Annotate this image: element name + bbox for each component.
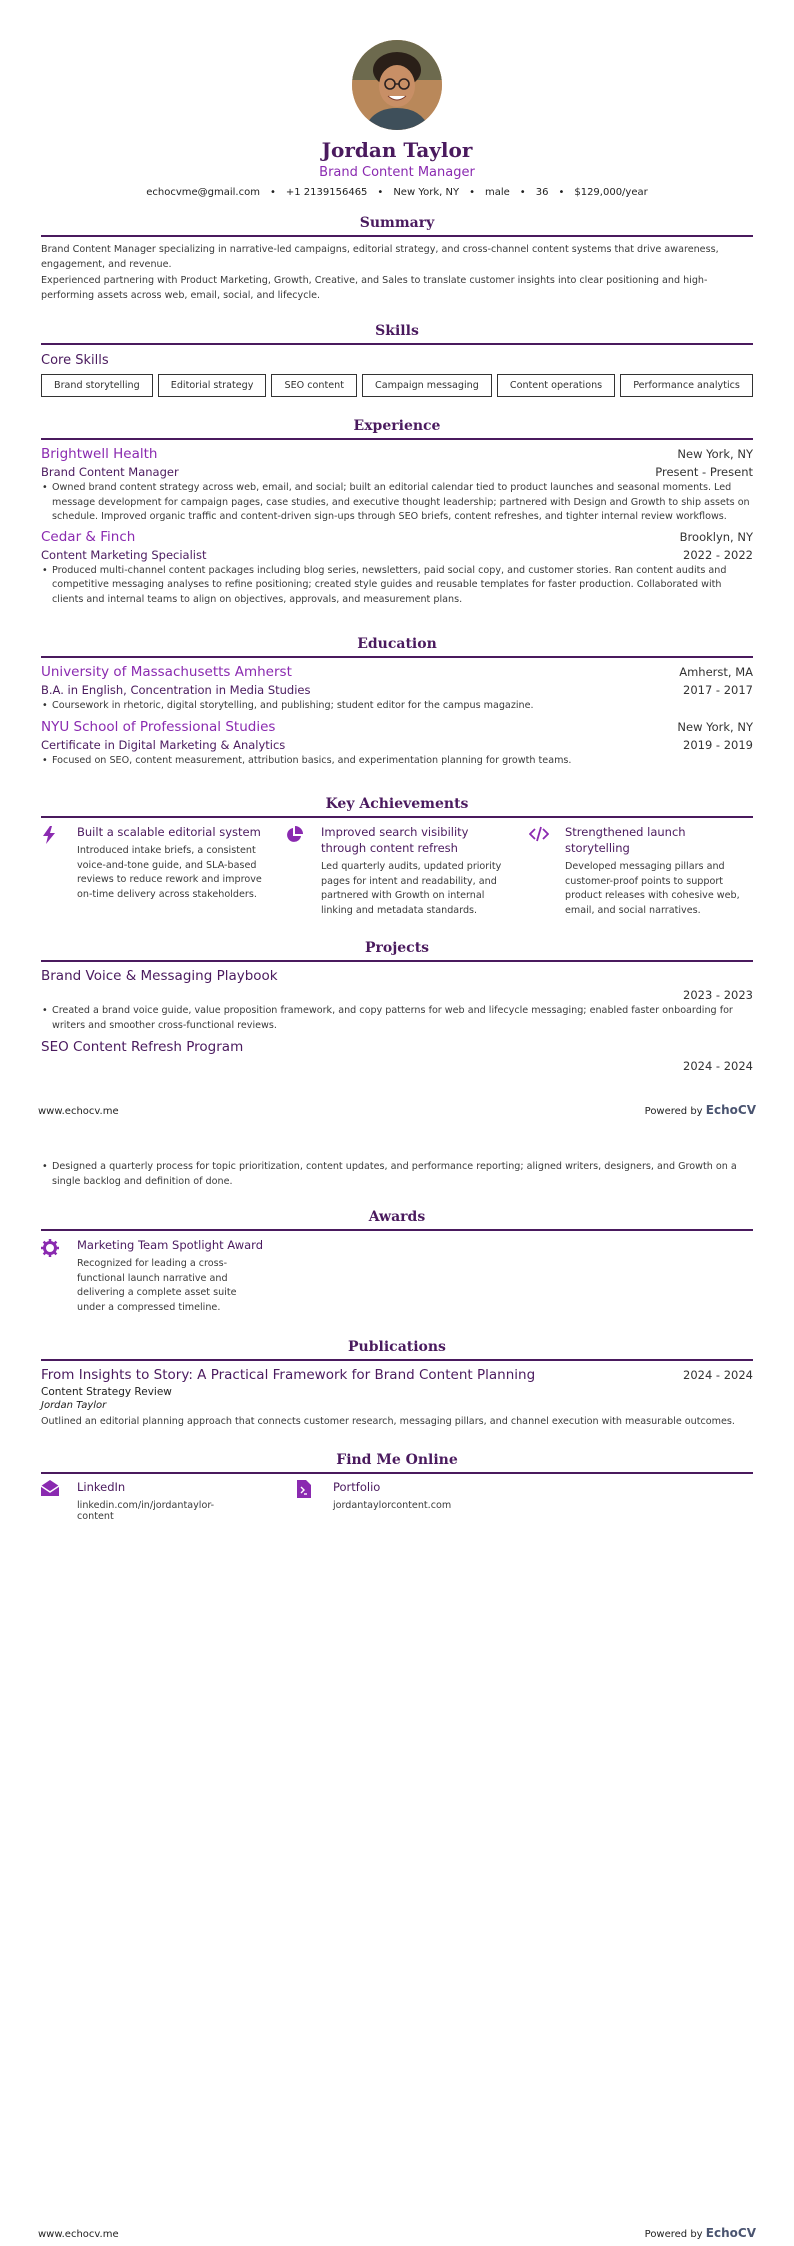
education-bullet: • Focused on SEO, content measurement, attribution basics, and experimentation planning for growth teams. (41, 754, 753, 769)
education-section (41, 636, 753, 768)
publication-publisher: Content Strategy Review (41, 1386, 172, 1398)
publication-entry (41, 1367, 753, 1430)
project-entry (41, 1039, 753, 1073)
achievement-item (41, 824, 265, 918)
skill-chip: Editorial strategy (158, 374, 267, 397)
skill-chip: Campaign messaging (362, 374, 492, 397)
powered-by-label: Powered by (644, 2229, 703, 2240)
job-bullet: • Produced multi-channel content packages including blog series, newsletters, paid social copy, and customer stories. Ran content audits and competitive messaging analyses to refine positioning; created style guides and reusable templates for faster production. Collaborated with clients and internal teams to align on objectives, approvals, and measurement plans. (41, 564, 753, 608)
section-title-awards: Awards (41, 1209, 753, 1231)
job-title: Content Marketing Specialist (41, 547, 207, 562)
candidate-name: Jordan Taylor (321, 138, 473, 162)
bolt-icon (41, 824, 77, 918)
achievement-desc: Developed messaging pillars and customer-proof points to support product releases with cohesive web, email, and social narratives. (565, 861, 740, 916)
project-dates: 2023 - 2023 (683, 988, 753, 1002)
contact-salary: $129,000/year (574, 187, 648, 198)
projects-section (41, 940, 753, 1073)
award-list (41, 1237, 753, 1315)
echocv-logo: EchoCV (705, 1103, 756, 1117)
section-title-online: Find Me Online (41, 1452, 753, 1474)
section-title-projects: Projects (41, 940, 753, 962)
award-title: Marketing Team Spotlight Award (77, 1238, 263, 1252)
section-title-skills: Skills (41, 323, 753, 345)
footer-site-link[interactable]: www.echocv.me (38, 1106, 119, 1117)
school-location: New York, NY (677, 719, 753, 734)
degree: Certificate in Digital Marketing & Analytics (41, 737, 286, 752)
employer-name: Brightwell Health (41, 446, 158, 462)
candidate-role: Brand Content Manager (319, 165, 475, 180)
document-icon (297, 1480, 333, 1522)
experience-entry (41, 529, 753, 608)
contact-line (0, 187, 794, 198)
experience-section (41, 418, 753, 607)
project-bullet: • Created a brand voice guide, value proposition framework, and copy patterns for web and lifecycle messaging; enabled faster onboarding for writers and smoother cross-functional reviews. (41, 1004, 753, 1033)
separator-dot: • (269, 187, 276, 198)
employer-name: Cedar & Finch (41, 528, 136, 545)
online-list (41, 1480, 753, 1522)
school-name: University of Massachusetts Amherst (41, 664, 292, 680)
envelope-icon (41, 1480, 77, 1522)
contact-location: New York, NY (393, 187, 460, 198)
resume-header (0, 0, 794, 198)
section-title-experience: Experience (41, 418, 753, 440)
education-entry (41, 664, 753, 714)
achievement-item (285, 824, 509, 918)
powered-by-label: Powered by (644, 1106, 703, 1117)
publication-title: From Insights to Story: A Practical Framework for Brand Content Planning (41, 1367, 536, 1383)
awards-section (41, 1209, 753, 1315)
employer-location: New York, NY (677, 447, 753, 461)
achievement-item (529, 824, 753, 918)
code-icon (529, 824, 565, 918)
gear-icon (41, 1237, 77, 1315)
contact-age: 36 (535, 187, 549, 198)
publication-dates: 2024 - 2024 (683, 1368, 753, 1382)
avatar (352, 40, 442, 130)
section-title-achievements: Key Achievements (41, 796, 753, 818)
online-item-linkedin[interactable] (41, 1480, 241, 1522)
experience-entry (41, 446, 753, 525)
job-bullet: • Owned brand content strategy across web, email, and social; built an editorial calendar tied to product launches and seasonal moments. Led message development for campaign pages, case studies, and executive thought leadership; partnered with Design and Growth to ship assets on schedule. Improved organic traffic and content-driven sign-ups through SEO briefs, content refreshes, and tighter internal review workflows. (41, 481, 753, 525)
pie-chart-icon (285, 824, 321, 918)
publications-section (41, 1339, 753, 1430)
section-title-summary: Summary (41, 215, 753, 237)
section-title-publications: Publications (41, 1339, 753, 1361)
skill-chip: Performance analytics (620, 374, 753, 397)
online-url[interactable]: linkedin.com/in/jordantaylor-content (77, 1500, 215, 1522)
achievement-title: Built a scalable editorial system (77, 825, 261, 839)
online-label: Portfolio (333, 1480, 381, 1494)
online-item-portfolio[interactable] (297, 1480, 497, 1522)
separator-dot: • (377, 187, 384, 198)
separator-dot: • (558, 187, 565, 198)
degree: B.A. in English, Concentration in Media Studies (41, 683, 311, 697)
summary-section (41, 215, 753, 303)
footer-powered (645, 2226, 756, 2240)
school-name: NYU School of Professional Studies (41, 718, 276, 735)
job-title: Brand Content Manager (41, 465, 179, 479)
page-footer (38, 2226, 756, 2240)
achievement-title: Strengthened launch storytelling (565, 825, 686, 855)
education-bullet: • Coursework in rhetoric, digital storytelling, and publishing; student editor for the campus magazine. (41, 699, 753, 714)
project-dates: 2024 - 2024 (683, 1059, 753, 1073)
skill-chip: Brand storytelling (41, 374, 153, 397)
skills-subtitle: Core Skills (41, 353, 109, 368)
education-entry (41, 719, 753, 769)
project-title: SEO Content Refresh Program (41, 1039, 244, 1055)
project-continuation (41, 1160, 753, 1189)
skill-chip: SEO content (271, 374, 356, 397)
employer-location: Brooklyn, NY (679, 529, 753, 544)
contact-email[interactable]: echocvme@gmail.com (146, 187, 260, 198)
footer-site-link[interactable]: www.echocv.me (38, 2229, 119, 2240)
project-entry (41, 968, 753, 1033)
skills-section (41, 323, 753, 397)
page-footer (38, 1103, 756, 1117)
online-label: LinkedIn (77, 1480, 126, 1494)
skill-chips (41, 374, 753, 397)
online-url[interactable]: jordantaylorcontent.com (333, 1500, 452, 1511)
publication-desc: Outlined an editorial planning approach that connects customer research, messaging pillars, and channel execution with measurable outcomes. (41, 1416, 735, 1427)
skill-chip: Content operations (497, 374, 615, 397)
separator-dot: • (519, 187, 526, 198)
summary-line: Experienced partnering with Product Marketing, Growth, Creative, and Sales to translate customer insights into clear positioning and high-performing assets across web, email, social, and lifecycle. (41, 275, 708, 301)
footer-powered (645, 1103, 756, 1117)
job-dates: Present - Present (655, 465, 753, 479)
award-desc: Recognized for leading a cross-functional launch narrative and delivering a complete asset suite under a compressed timeline. (77, 1258, 237, 1313)
echocv-logo: EchoCV (705, 2226, 756, 2240)
contact-phone[interactable]: +1 2139156465 (285, 187, 368, 198)
project-title: Brand Voice & Messaging Playbook (41, 968, 278, 984)
achievements-section (41, 796, 753, 918)
achievement-title: Improved search visibility through content refresh (321, 825, 469, 855)
achievement-desc: Introduced intake briefs, a consistent voice-and-tone guide, and SLA-based reviews to reduce rework and improve on-time delivery across stakeholders. (77, 845, 262, 900)
achievement-desc: Led quarterly audits, updated priority pages for intent and readability, and partnered with Growth on internal linking and metadata standards. (321, 861, 502, 916)
school-location: Amherst, MA (679, 665, 753, 679)
education-dates: 2017 - 2017 (683, 683, 753, 697)
summary-line: Brand Content Manager specializing in narrative-led campaigns, editorial strategy, and cross-channel content systems that drive awareness, engagement, and revenue. (41, 244, 719, 270)
separator-dot: • (469, 187, 475, 198)
section-title-education: Education (41, 636, 753, 658)
contact-gender: male (484, 187, 510, 198)
project-bullet: • Designed a quarterly process for topic prioritization, content updates, and performance reporting; aligned writers, designers, and Growth on a single backlog and definition of done. (41, 1160, 753, 1189)
award-item (41, 1237, 267, 1315)
achievement-list (41, 824, 753, 918)
job-dates: 2022 - 2022 (683, 547, 753, 562)
education-dates: 2019 - 2019 (683, 737, 753, 752)
publication-author: Jordan Taylor (41, 1400, 107, 1411)
online-section (41, 1452, 753, 1522)
